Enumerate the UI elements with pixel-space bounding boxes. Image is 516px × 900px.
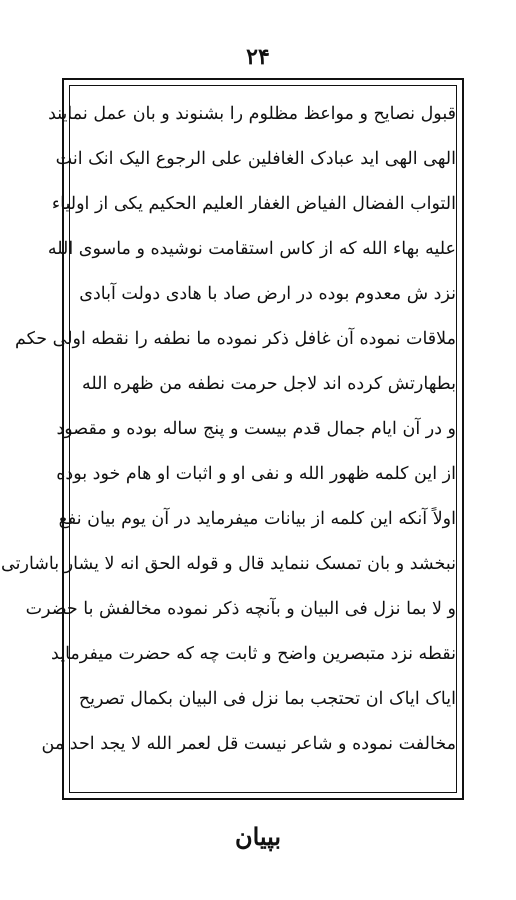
text-line-8: و در آن ایام جمال قدم بیست و پنج ساله بوده و مقصود bbox=[56, 419, 456, 439]
manuscript-text-block bbox=[1, 92, 456, 767]
text-line-1: قبول نصایح و مواعظ مظلوم را بشنوند و بان عمل نمایند bbox=[48, 104, 456, 124]
text-line-6: ملاقات نموده آن غافل ذکر نموده ما نطفه را نقطه اولی حکم bbox=[14, 329, 456, 349]
text-line-13: نقطه نزد متبصرین واضح و ثابت چه که حضرت میفرماید bbox=[51, 644, 456, 664]
text-line-3: التواب الفضال الفیاض الغفار العلیم الحکیم یکی از اولیاء bbox=[51, 194, 456, 214]
text-line-4: علیه بهاء الله که از کاس استقامت نوشیده و ماسوی الله bbox=[47, 239, 456, 259]
page-number: ۲۴ bbox=[246, 44, 270, 70]
text-line-15: مخالفت نموده و شاعر نیست قل لعمر الله لا یجد احد من bbox=[41, 734, 456, 754]
text-line-11: نبخشد و بان تمسک ننماید قال و قوله الحق انه لا یشار باشارتی bbox=[1, 554, 456, 574]
catchword: بپیان bbox=[234, 822, 282, 851]
text-line-14: ایاک ایاک ان تحتجب بما نزل فی البیان بکمال تصریح bbox=[78, 689, 456, 709]
text-line-10: اولاً آنکه این کلمه از بیانات میفرماید در آن یوم بیان نفع bbox=[58, 509, 456, 529]
text-line-5: نزد ش معدوم بوده در ارض صاد با هادی دولت آبادی bbox=[79, 284, 456, 304]
text-line-7: بطهارتش کرده اند لاجل حرمت نطفه من ظهره الله bbox=[81, 374, 456, 394]
text-line-12: و لا بما نزل فی البیان و بآنچه ذکر نموده مخالفش با حضرت bbox=[25, 599, 456, 619]
text-line-2: الهی الهی اید عبادک الغافلین علی الرجوع الیک انک انت bbox=[55, 149, 456, 169]
text-line-9: از این کلمه ظهور الله و نفی او و اثبات او هام خود بوده bbox=[56, 464, 456, 484]
